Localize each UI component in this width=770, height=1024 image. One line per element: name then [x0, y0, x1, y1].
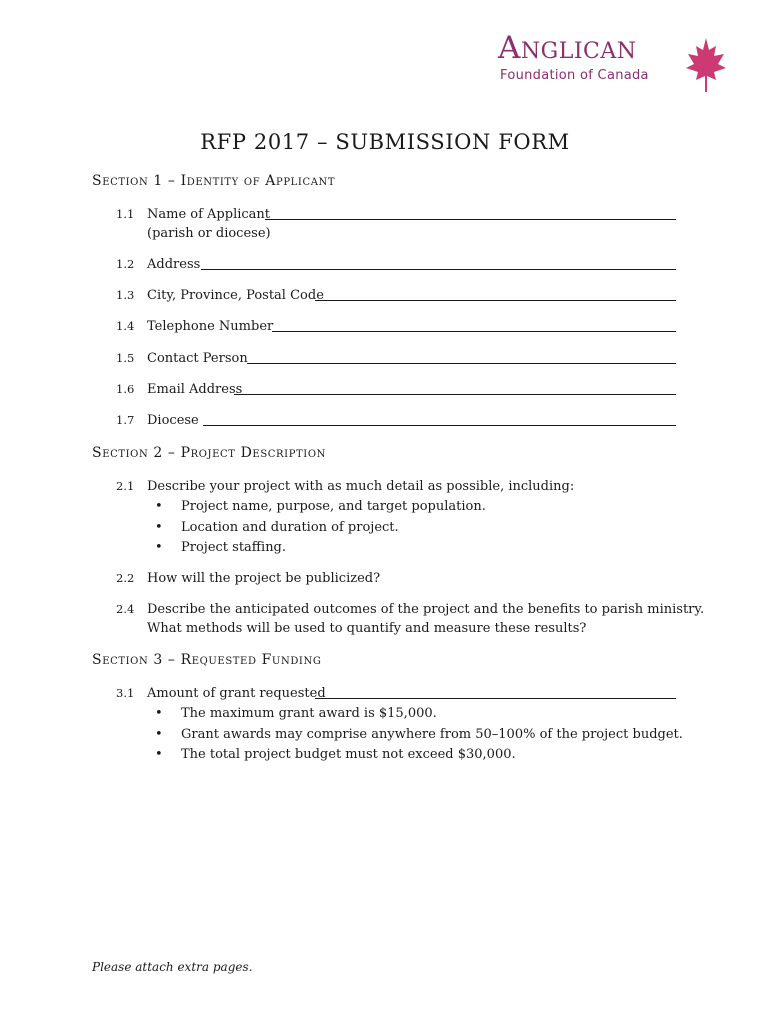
field-grant-amount	[116, 684, 676, 704]
grant-amount-input[interactable]	[315, 698, 676, 699]
list-item: • Project name, purpose, and target population.	[155, 497, 486, 518]
item-text: Describe your project with as much detail as possible, including:	[147, 479, 575, 494]
field-number: 1.4	[116, 319, 135, 333]
logo-subtitle: Foundation of Canada	[500, 68, 649, 83]
item-2-1	[116, 477, 676, 497]
field-label: Name of Applicant	[147, 207, 271, 222]
maple-leaf-icon	[684, 36, 728, 96]
foundation-logo	[494, 30, 734, 100]
list-item: • Project staffing.	[155, 538, 486, 559]
list-item: • Location and duration of project.	[155, 518, 486, 539]
field-label: Contact Person	[147, 351, 248, 366]
item-2-2	[116, 569, 676, 589]
field-label: Address	[147, 257, 201, 272]
field-label: Diocese	[147, 413, 199, 428]
city-province-postal-input[interactable]	[315, 300, 676, 301]
footnote: Please attach extra pages.	[92, 960, 253, 974]
telephone-input[interactable]	[272, 331, 676, 332]
field-label: Email Address	[147, 382, 243, 397]
item-number: 2.4	[116, 602, 135, 616]
field-label: Amount of grant requested	[147, 686, 326, 701]
field-number: 1.7	[116, 413, 135, 427]
section-1-heading: Section 1 – Identity of Applicant	[92, 173, 336, 189]
field-sublabel: (parish or diocese)	[147, 226, 271, 241]
item-text: Describe the anticipated outcomes of the project and the benefits to parish ministry.	[147, 602, 705, 617]
email-input[interactable]	[234, 394, 676, 395]
funding-rules-list	[155, 704, 683, 766]
field-telephone	[116, 317, 676, 337]
project-details-list	[155, 497, 486, 559]
name-of-applicant-input[interactable]	[265, 219, 676, 220]
item-text-continued: What methods will be used to quantify and measure these results?	[147, 621, 587, 636]
diocese-input[interactable]	[203, 425, 676, 426]
field-number: 1.5	[116, 351, 135, 365]
field-city-province-postal	[116, 286, 676, 306]
item-number: 2.2	[116, 571, 135, 585]
field-address	[116, 255, 676, 275]
contact-person-input[interactable]	[247, 363, 676, 364]
field-name-of-applicant	[116, 205, 676, 245]
field-label: City, Province, Postal Code	[147, 288, 324, 303]
field-contact-person	[116, 349, 676, 369]
list-item: • The total project budget must not exceed $30,000.	[155, 745, 683, 766]
list-item: • The maximum grant award is $15,000.	[155, 704, 683, 725]
field-number: 3.1	[116, 686, 135, 700]
section-3-heading: Section 3 – Requested Funding	[92, 652, 322, 668]
field-number: 1.2	[116, 257, 135, 271]
page-title: RFP 2017 – SUBMISSION FORM	[200, 130, 570, 154]
logo-wordmark: Anglican	[498, 30, 637, 66]
field-number: 1.1	[116, 207, 135, 221]
field-email	[116, 380, 676, 400]
field-number: 1.6	[116, 382, 135, 396]
section-2-heading: Section 2 – Project Description	[92, 445, 326, 461]
field-number: 1.3	[116, 288, 135, 302]
field-diocese	[116, 411, 676, 431]
address-input[interactable]	[201, 269, 676, 270]
item-number: 2.1	[116, 479, 135, 493]
list-item: • Grant awards may comprise anywhere from 50–100% of the project budget.	[155, 725, 683, 746]
item-2-4	[116, 600, 705, 640]
field-label: Telephone Number	[147, 319, 274, 334]
item-text: How will the project be publicized?	[147, 571, 381, 586]
